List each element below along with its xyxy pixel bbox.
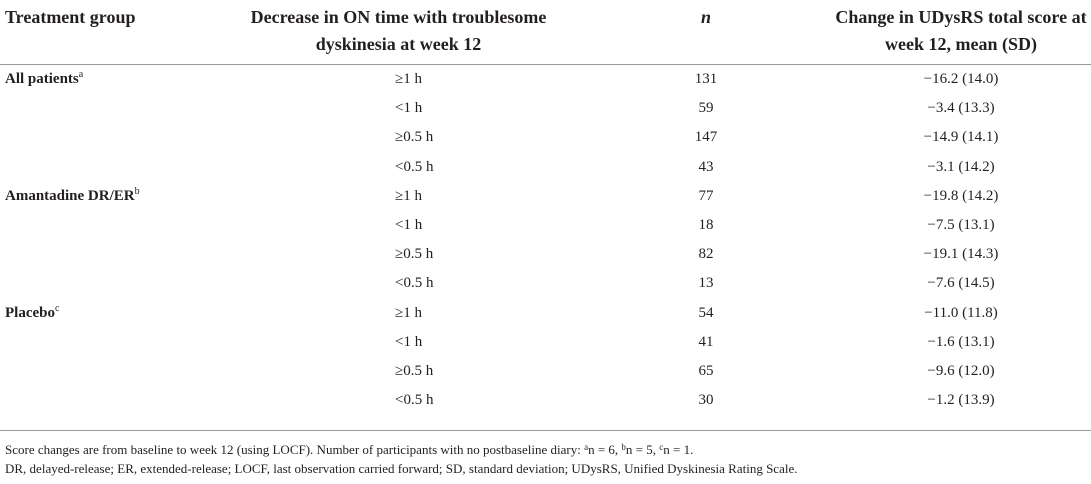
table-row: [0, 94, 1091, 123]
table-row: [0, 123, 1091, 152]
group-label: [0, 299, 211, 328]
group-name: Amantadine DR/ER: [5, 187, 135, 204]
table-row: [0, 65, 1091, 95]
n-cell: 41: [698, 333, 714, 350]
group-label: [0, 65, 211, 95]
n-cell: 54: [698, 304, 714, 321]
n-cell: 59: [698, 100, 714, 117]
n-cell: 30: [698, 392, 714, 409]
table-row: [0, 182, 1091, 211]
table-row: [0, 211, 1091, 240]
table-row: [0, 386, 1091, 415]
change-cell: −1.2 (13.9): [927, 392, 995, 409]
group-name: Placebo: [5, 304, 55, 321]
threshold-cell: <0.5 h: [395, 158, 434, 175]
group-cell-empty: [0, 94, 211, 123]
change-cell: −7.5 (13.1): [927, 217, 995, 234]
footnote-line-1: Score changes are from baseline to week 12 (using LOCF). Number of participants with no postbaseline diary: $^a$n = 6, $^b$n = 5, $^c$n = 1.: [5, 442, 694, 457]
group-cell-empty: [0, 357, 211, 386]
change-cell: −1.6 (13.1): [927, 333, 995, 350]
threshold-cell: <0.5 h: [395, 275, 434, 292]
group-cell-empty: [0, 269, 211, 298]
change-cell: −7.6 (14.5): [927, 275, 995, 292]
threshold-cell: <0.5 h: [395, 392, 434, 409]
header-row: [0, 0, 1091, 65]
change-cell: −11.0 (11.8): [924, 304, 998, 321]
change-cell: −9.6 (12.0): [927, 362, 995, 379]
group-label: [0, 182, 211, 211]
footnote-line-2: DR, delayed-release; ER, extended-release; LOCF, last observation carried forward; SD, standard deviation; UDysRS, Unified Dyskinesia Rating Scale.: [5, 461, 798, 476]
change-cell: −19.1 (14.3): [923, 246, 999, 263]
n-cell: 13: [698, 275, 714, 292]
change-cell: −14.9 (14.1): [923, 129, 999, 146]
table-row: [0, 357, 1091, 386]
n-cell: 147: [694, 129, 718, 146]
threshold-cell: <1 h: [395, 100, 423, 117]
threshold-cell: ≥0.5 h: [395, 246, 434, 263]
header-decrease-on-time: Decrease in ON time with troublesome dyskinesia at week 12: [211, 0, 586, 65]
bottom-rule: [0, 430, 1091, 431]
table-row: [0, 240, 1091, 269]
header-udysrs-change: Change in UDysRS total score at week 12, mean (SD): [826, 0, 1091, 65]
group-cell-empty: [0, 386, 211, 415]
table-footnote: [5, 440, 1085, 478]
table-row: [0, 269, 1091, 298]
threshold-cell: ≥0.5 h: [395, 362, 434, 379]
n-cell: 77: [698, 187, 714, 204]
n-cell: 65: [698, 362, 714, 379]
change-cell: −19.8 (14.2): [923, 187, 999, 204]
threshold-cell: ≥0.5 h: [395, 129, 434, 146]
change-cell: −16.2 (14.0): [923, 71, 999, 88]
group-footnote-marker: c: [55, 302, 60, 314]
threshold-cell: <1 h: [395, 217, 423, 234]
n-cell: 18: [698, 217, 714, 234]
group-name: All patients: [5, 71, 79, 88]
threshold-cell: ≥1 h: [395, 304, 422, 321]
threshold-cell: ≥1 h: [395, 187, 422, 204]
n-cell: 131: [694, 71, 718, 88]
header-treatment-group: Treatment group: [0, 0, 211, 65]
change-cell: −3.1 (14.2): [927, 158, 995, 175]
header-n: n: [586, 0, 826, 65]
table-row: [0, 328, 1091, 357]
group-cell-empty: [0, 123, 211, 152]
group-cell-empty: [0, 240, 211, 269]
table-row: [0, 153, 1091, 182]
threshold-cell: <1 h: [395, 333, 423, 350]
change-cell: −3.4 (13.3): [927, 100, 995, 117]
n-cell: 43: [698, 158, 714, 175]
group-cell-empty: [0, 153, 211, 182]
group-cell-empty: [0, 211, 211, 240]
table-row: [0, 299, 1091, 328]
table-body: [0, 65, 1091, 416]
group-footnote-marker: a: [78, 69, 84, 81]
threshold-cell: ≥1 h: [395, 71, 422, 88]
n-cell: 82: [698, 246, 714, 263]
group-cell-empty: [0, 328, 211, 357]
group-footnote-marker: b: [134, 185, 140, 197]
